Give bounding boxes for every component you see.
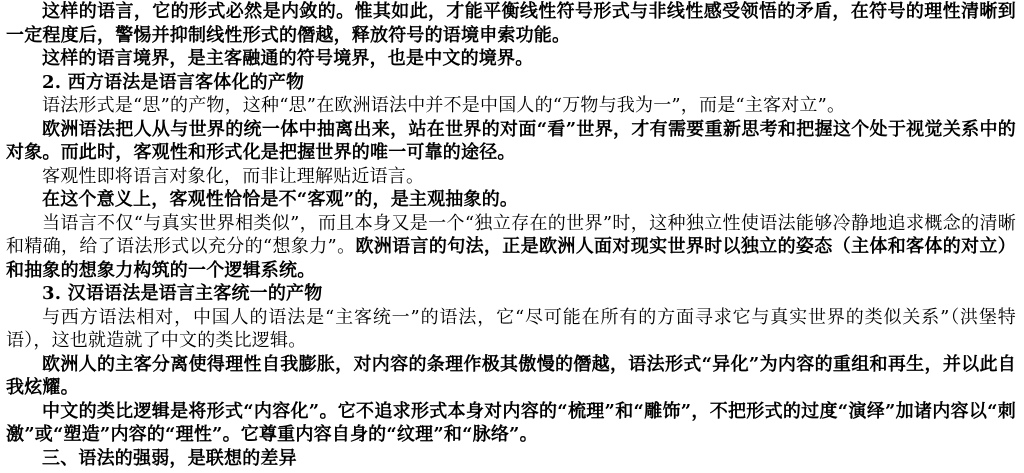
paragraph-independent-world-bold: 欧洲语言的句法，正是欧洲人面对现实世界时以独立的姿态（主体和客体的对立）和抽象的想象力构筑的一个逻辑系统。 [6, 236, 1017, 281]
paragraph-analogy-logic: 中文的类比逻辑是将形式“内容化”。它不追求形式本身对内容的“梳理”和“雕饰”，不把形式的过度“演绎”加诸内容以“刺激”或“塑造”内容的“理性”。它尊重内容自身的“纹理”和“脉络”。 [6, 400, 1016, 445]
paragraph-subjective-abstraction: 在这个意义上，客观性恰恰是不“客观”的，是主观抽象的。 [42, 189, 519, 210]
paragraph-grammar-thought: 语法形式是“思”的产物，这种“思”在欧洲语法中并不是中国人的“万物与我为一”，而是“主客对立”。 [42, 95, 846, 116]
paragraph-chinese-realm: 这样的语言境界，是主客融通的符号境界，也是中文的境界。 [42, 48, 534, 69]
paragraph-subject-object-unity: 与西方语法相对，中国人的语法是“主客统一”的语法，它“尽可能在所有的方面寻求它与真实世界的类似关系”（洪堡特语），这也就造就了中文的类比逻辑。 [6, 306, 1016, 351]
section-heading-grammar-strength: 三、语法的强弱，是联想的差异 [42, 447, 297, 469]
paragraph-independent-world [6, 212, 1016, 283]
paragraph-european-grammar: 欧洲语法把人从与世界的统一体中抽离出来，站在世界的对面“看”世界，才有需要重新思考和把握这个处于视觉关系中的对象。而此时，客观性和形式化是把握世界的唯一可靠的途径。 [6, 118, 1016, 163]
paragraph-european-separation: 欧洲人的主客分离使得理性自我膨胀，对内容的条理作极其傲慢的僭越，语法形式“异化”为内容的重组和再生，并以此自我炫耀。 [6, 353, 1016, 398]
section-heading-chinese-grammar: 3. 汉语语法是语言主客统一的产物 [42, 283, 323, 304]
section-heading-western-grammar: 2. 西方语法是语言客体化的产物 [42, 71, 305, 93]
paragraph-independent-world-normal: 当语言不仅“与真实世界相类似”，而且本身又是一个“独立存在的世界”时，这种独立性使语法能够冷静地追求概念的清晰和精确，给了语法形式以充分的“想象力”。 [6, 212, 1016, 257]
paragraph-objectivity: 客观性即将语言对象化，而非让理解贴近语言。 [42, 165, 425, 187]
paragraph-inward-language: 这样的语言，它的形式必然是内敛的。惟其如此，才能平衡线性符号形式与非线性感受领悟的矛盾，在符号的理性清晰到一定程度后，警惕并抑制线性形式的僭越，释放符号的语境申索功能。 [6, 1, 1016, 46]
